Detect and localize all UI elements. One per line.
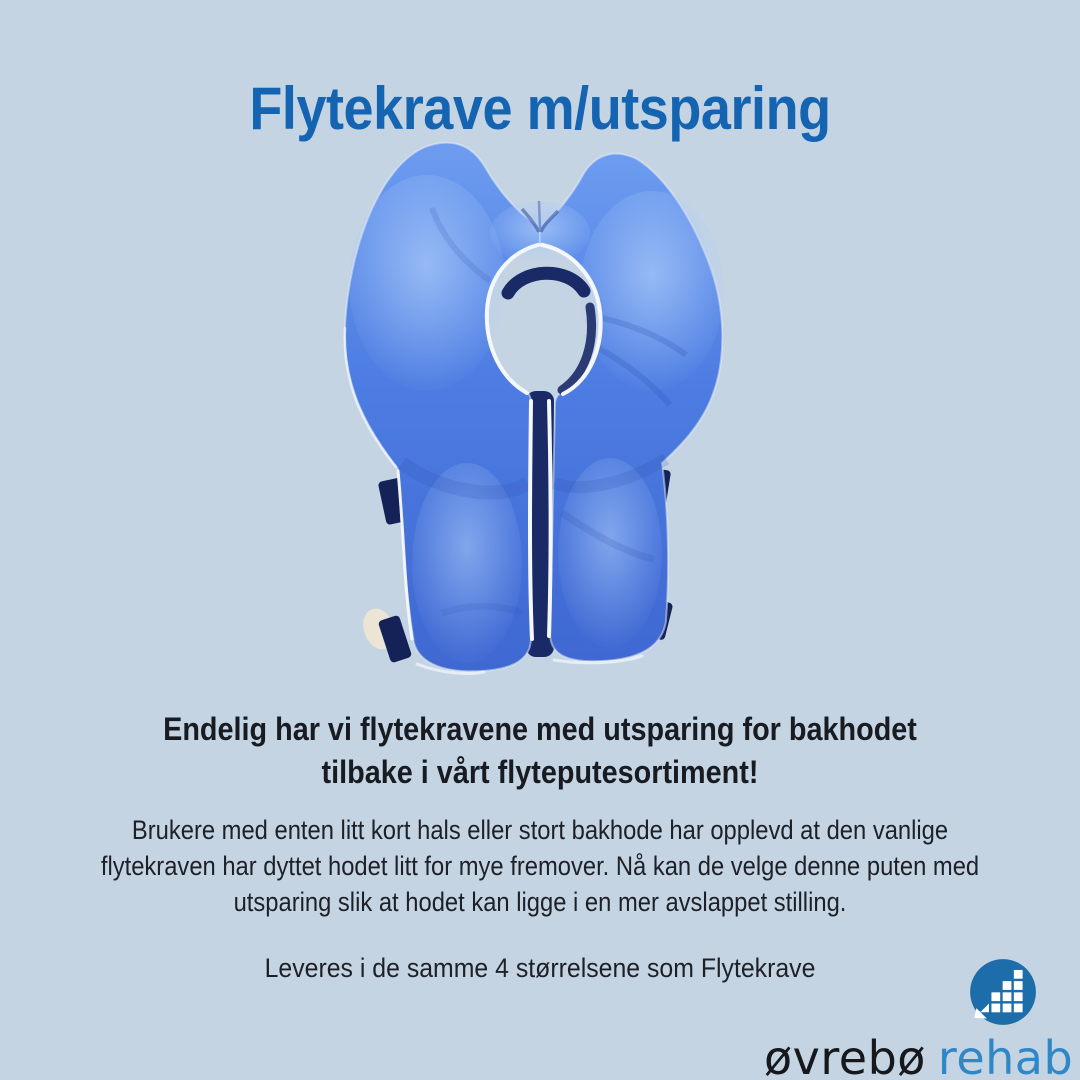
- body-line-2: flytekraven har dyttet hodet litt for mye fremover. Nå kan de velge denne puten med: [100, 851, 980, 881]
- ovrebo-logo-icon: [968, 957, 1038, 1027]
- flotation-collar-graphic: [322, 133, 762, 703]
- headline-line-2: tilbake i vårt flyteputesortiment!: [321, 754, 759, 790]
- body-line-1: Brukere med enten litt kort hals eller stort bakhode har opplevd at den vanlige: [131, 815, 949, 845]
- product-image: [322, 133, 762, 703]
- brand-wordmark: [764, 1033, 1073, 1080]
- brand-word-rehab: rehab: [937, 1031, 1074, 1080]
- headline: [0, 708, 1080, 794]
- headline-line-1: Endelig har vi flytekravene med utsparing for bakhodet: [163, 711, 917, 747]
- cutout-lining: [508, 273, 592, 390]
- body-line-3: utsparing slik at hodet kan ligge i en mer avslappet stilling.: [233, 887, 847, 917]
- bar-chart-circle-icon: [968, 957, 1038, 1027]
- sizes-note: Leveres i de samme 4 størrelsene som Flytekrave: [264, 953, 816, 983]
- brand-word-ovrebo: øvrebø: [764, 1031, 926, 1080]
- page-title: Flytekrave m/utsparing: [249, 75, 831, 142]
- body-paragraph: [0, 812, 1080, 920]
